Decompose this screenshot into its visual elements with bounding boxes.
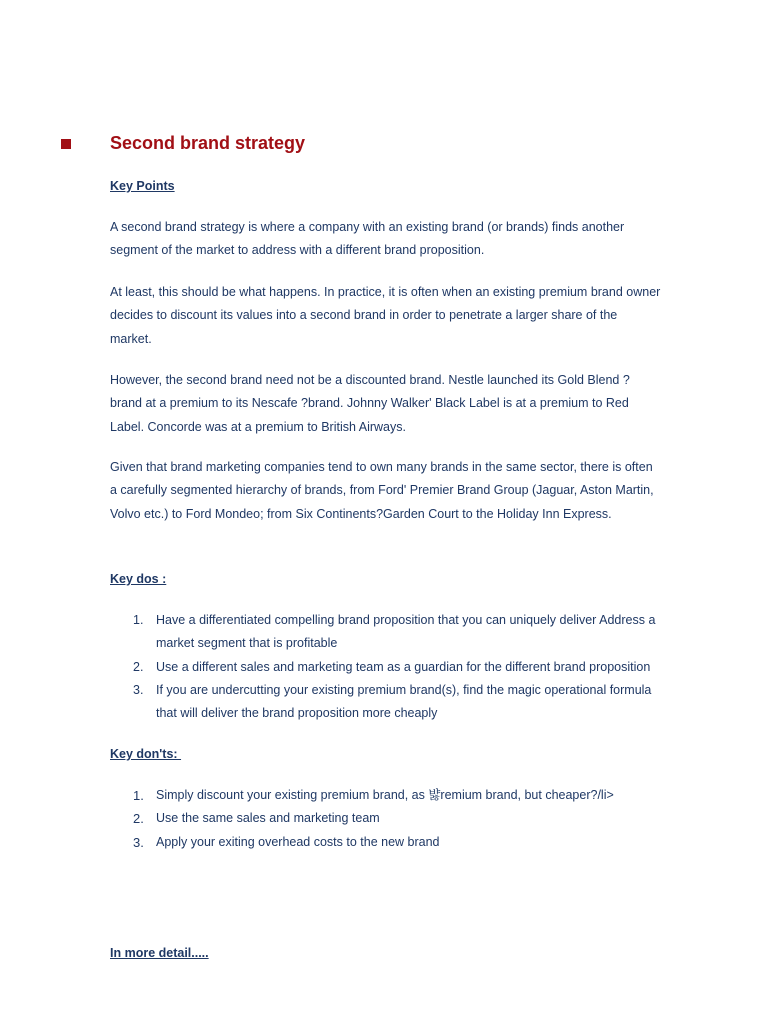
paragraph-2: At least, this should be what happens. In practice, it is often when an existing premium brand owner decides to discount its values into a second brand in order to penetrate a larger share of the market. <box>110 285 661 346</box>
paragraph-3: However, the second brand need not be a discounted brand. Nestle launched its Gold Blend ? brand at a premium to its Nescafe ?brand. Johnny Walker' Black Label is at a premium to Red Label. Concorde was at a premium to British Airways. <box>110 373 630 434</box>
list-item <box>110 656 662 679</box>
key-donts-list <box>110 784 662 854</box>
list-item-text: Apply your exiting overhead costs to the new brand <box>156 834 440 849</box>
key-dos-list <box>110 609 662 725</box>
list-item-text: Use a different sales and marketing team as a guardian for the different brand proposition <box>156 659 651 674</box>
page-title: Second brand strategy <box>110 133 306 153</box>
key-points-heading: Key Points <box>110 179 175 193</box>
key-donts-heading: Key don'ts: <box>110 747 182 761</box>
list-item-number: 3. <box>133 682 144 697</box>
square-bullet-icon <box>61 139 71 149</box>
list-item-number: 2. <box>133 811 144 827</box>
list-item <box>110 679 662 726</box>
paragraph-1: A second brand strategy is where a company with an existing brand (or brands) finds another segment of the market to address with a different brand proposition. <box>110 220 625 258</box>
list-item-number: 1. <box>133 613 144 627</box>
list-item-text: If you are undercutting your existing premium brand(s), find the magic operational formula that will deliver the brand proposition more cheaply <box>156 682 652 721</box>
paragraph-4: Given that brand marketing companies tend to own many brands in the same sector, there is often a carefully segmented hierarchy of brands, from Ford' Premier Brand Group (Jaguar, Aston Martin, Volvo etc.) to Ford Mondeo; from Six Continents?Garden Court to the Holiday Inn Express. <box>110 460 654 521</box>
more-detail-heading: In more detail..... <box>110 946 209 960</box>
list-item-number: 3. <box>133 834 144 850</box>
list-item-number: 2. <box>133 659 144 674</box>
list-item <box>110 831 662 854</box>
key-dos-heading: Key dos : <box>110 572 167 586</box>
list-item <box>110 609 662 656</box>
list-item-text: Have a differentiated compelling brand proposition that you can uniquely deliver Address a market segment that is profitable <box>156 613 656 651</box>
list-item-text: Simply discount your existing premium brand, as 뱛remium brand, but cheaper?/li> <box>156 788 614 802</box>
list-item-number: 1. <box>133 788 144 803</box>
list-item <box>110 807 662 830</box>
list-item-text: Use the same sales and marketing team <box>156 811 380 826</box>
list-item <box>110 784 662 807</box>
